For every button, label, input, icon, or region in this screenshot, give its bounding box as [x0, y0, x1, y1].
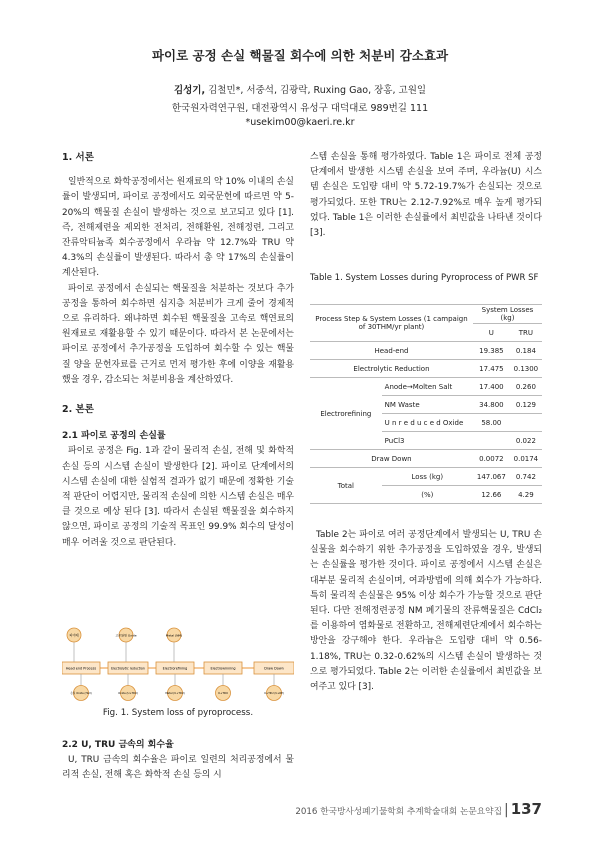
body-paragraph-1: 파이로 공정은 Fig. 1과 같이 물리적 손실, 전해 및 화학적 손실 등의 시스템 손실이 발생한다 [2]. 파이로 단계에서의 시스템 손실에 대한 실험적 결과가 없기 때문에 정확한 기술적 판단이 어렵지만, 물리적 손실에 의한 시스템 손실은 매우 클 것으로 예상 된다 [3]. 따라서 손실된 핵물질을 회수하지 않으면, 파이로 공정의 기술적 목표인 99.9% 회수의 달성이 매우 어려울 것으로 판단된다.	[62, 446, 294, 548]
body-paragraph-2: U, TRU 금속의 회수율은 파이로 일련의 처리공정에서 물리적 손실, 전해 혹은 화학적 손실 등의 시	[62, 755, 294, 781]
table-header-tru: TRU	[510, 324, 542, 342]
table-header-loss: System Losses (kg)	[473, 305, 542, 324]
table-row: Total Loss (kg) 147.067 0.742	[310, 468, 542, 486]
step-label-1: Head end Process	[65, 666, 97, 671]
step-label-2: Electrolytic reduction	[111, 666, 145, 671]
bottom-label-2: Oxide (U+TRU)	[118, 692, 138, 695]
heading-2-2: 2.2 U, TRU 금속의 회수율	[62, 740, 174, 750]
table-row: (%) 12.66 4.29	[310, 486, 542, 504]
table-row: Electrorefining Anode→Molten Salt 17.400 0.260	[310, 378, 542, 396]
email: *usekim00@kaeri.re.kr	[245, 117, 355, 128]
footer-text: 2016 한국방사성폐기물학회 추계학술대회 논문요약집	[295, 807, 502, 817]
bottom-label-4: U+TRU	[217, 691, 229, 695]
intro-paragraph-1: 일반적으로 화학공정에서는 원재료의 약 10% 이내의 손실률이 발생되며, 파이로 공정에서도 외국문헌에 따르면 약 5-20%의 핵물질 손실이 발생하는 것으로 보고되고 있다 [1]. 즉, 전해제련을 제외한 전처리, 전해환원, 전해정련, 그리고 잔류악티늄족 회수공정에서 우라늄 약 12.7%와 TRU 약 4.3%의 손실률이 발생된다. 따라서 총 약 17%의 손실률이 계산된다.	[62, 177, 294, 279]
left-column	[62, 150, 294, 551]
heading-2-1: 2.1 파이로 공정의 손실률	[62, 431, 166, 442]
page-number: 137	[510, 800, 542, 818]
total-label: Total	[310, 468, 382, 504]
table-row: U n r e d u c e d Oxide 58.00	[310, 414, 542, 432]
author-list	[0, 82, 600, 96]
table-row: PuCl3 0.022	[310, 432, 542, 450]
step-label-3: Electrorefining	[162, 666, 188, 671]
affiliation: 한국원자력연구원, 대전광역시 유성구 대덕대로 989번길 111	[171, 103, 429, 114]
table-row: NM Waste 34.800 0.129	[310, 396, 542, 414]
table-caption: Table 1. System Losses during Pyroprocess of PWR SF	[310, 273, 539, 283]
step-label-5: Draw Down	[264, 666, 284, 671]
co-authors: 김철민*, 서중석, 김광락, Ruxing Gao, 장홍, 고원일	[205, 85, 427, 96]
right-paragraph-2: Table 2는 파이로 여러 공정단계에서 발생되는 U, TRU 손실물을 회수하기 위한 추가공정을 도입하였을 경우, 발생되는 손실률을 평가한 것이다. 파이로 공정에서 시스템 손실은 대부분 물리적 손실이며, 여과방법에 의해 회수가 가능하다. 특히 물리적 손실물은 95% 이상 회수가 가능할 것으로 판단된다. 다만 전해정련공정 NM 폐기물의 잔류핵물질은 CdCl₂를 이용하여 염화물로 전환하고, 전해제련단계에서 회수하는 방안을 강구해야 한다. 우라늄은 도입량 대비 약 0.56-1.18%, TRU는 0.32-0.62%의 시스템 손실이 발생하는 것으로 평가되었다. Table 2는 이러한 손실률에서 최빈값을 보여주고 있다 [3].	[310, 530, 542, 693]
right-paragraph-1: 스템 손실을 통해 평가하였다. Table 1은 파이로 전체 공정단계에서 발생한 시스템 손실을 보여 주며, 우라늄(U) 시스템 손실은 도입량 대비 약 5.72-19.7%가 손실되는 것으로 평가되었다. 또한 TRU는 2.12-7.92%로 매우 높게 평가되었다. Table 1은 이러한 손실률에서 최빈값을 나타낸 것이다 [3].	[310, 152, 542, 239]
top-label-2: 고온환원 Oxide	[115, 633, 137, 638]
first-author: 김성기,	[173, 85, 206, 96]
top-label-3: Metal (NM)	[165, 633, 183, 638]
left-column-bottom	[62, 738, 294, 784]
right-column	[310, 150, 542, 241]
right-column-bottom	[310, 528, 542, 695]
bottom-label-1: 손실 Oxide (Hull)	[70, 692, 92, 695]
intro-paragraph-2: 파이로 공정에서 손실되는 핵물질을 처분하는 것보다 추가 공정을 통하여 회수하면 심지층 처분비가 크게 줄어 경제적으로 유리하다. 왜냐하면 회수된 핵물질을 고속로 핵연료의 원재료로 재활용할 수 있기 때문이다. 따라서 본 논문에서는 파이로 공정에서 추가공정을 도입하여 회수할 수 있는 핵물질 양을 문헌자료를 근거로 먼저 평가한 후에 이양을 재활용 했을 경우, 감소되는 처분비용을 계산하였다.	[62, 283, 294, 385]
pyroprocess-flow-diagram	[62, 624, 294, 704]
heading-introduction: 1. 서론	[62, 152, 94, 163]
bottom-label-3: Metal (U+TRU)	[165, 692, 185, 695]
electrorefining-group: Electrorefining	[310, 378, 382, 450]
heading-body: 2. 본론	[62, 404, 94, 416]
table-row: Draw Down 0.0072 0.0174	[310, 450, 542, 468]
table-header-step: Process Step & System Losses (1 campaign of 30THM/yr plant)	[310, 305, 473, 342]
figure-caption: Fig. 1. System loss of pyroprocess.	[102, 708, 254, 718]
bottom-label-5: U+TRU (U+RE)	[264, 692, 284, 695]
step-label-4: Electrowinning	[210, 666, 236, 671]
table-row: Head-end 19.385 0.184	[310, 342, 542, 360]
table-row: Electrolytic Reduction 17.475 0.1300	[310, 360, 542, 378]
table-header-u: U	[473, 324, 510, 342]
system-loss-table	[310, 304, 542, 504]
page-footer: 2016 한국방사성폐기물학회 추계학술대회 논문요약집 | 137	[295, 800, 542, 818]
top-label-1: 파이배	[69, 633, 79, 638]
paper-title: 파이로 공정 손실 핵물질 회수에 의한 처분비 감소효과	[151, 48, 449, 63]
system-loss-table-wrap	[310, 304, 542, 504]
